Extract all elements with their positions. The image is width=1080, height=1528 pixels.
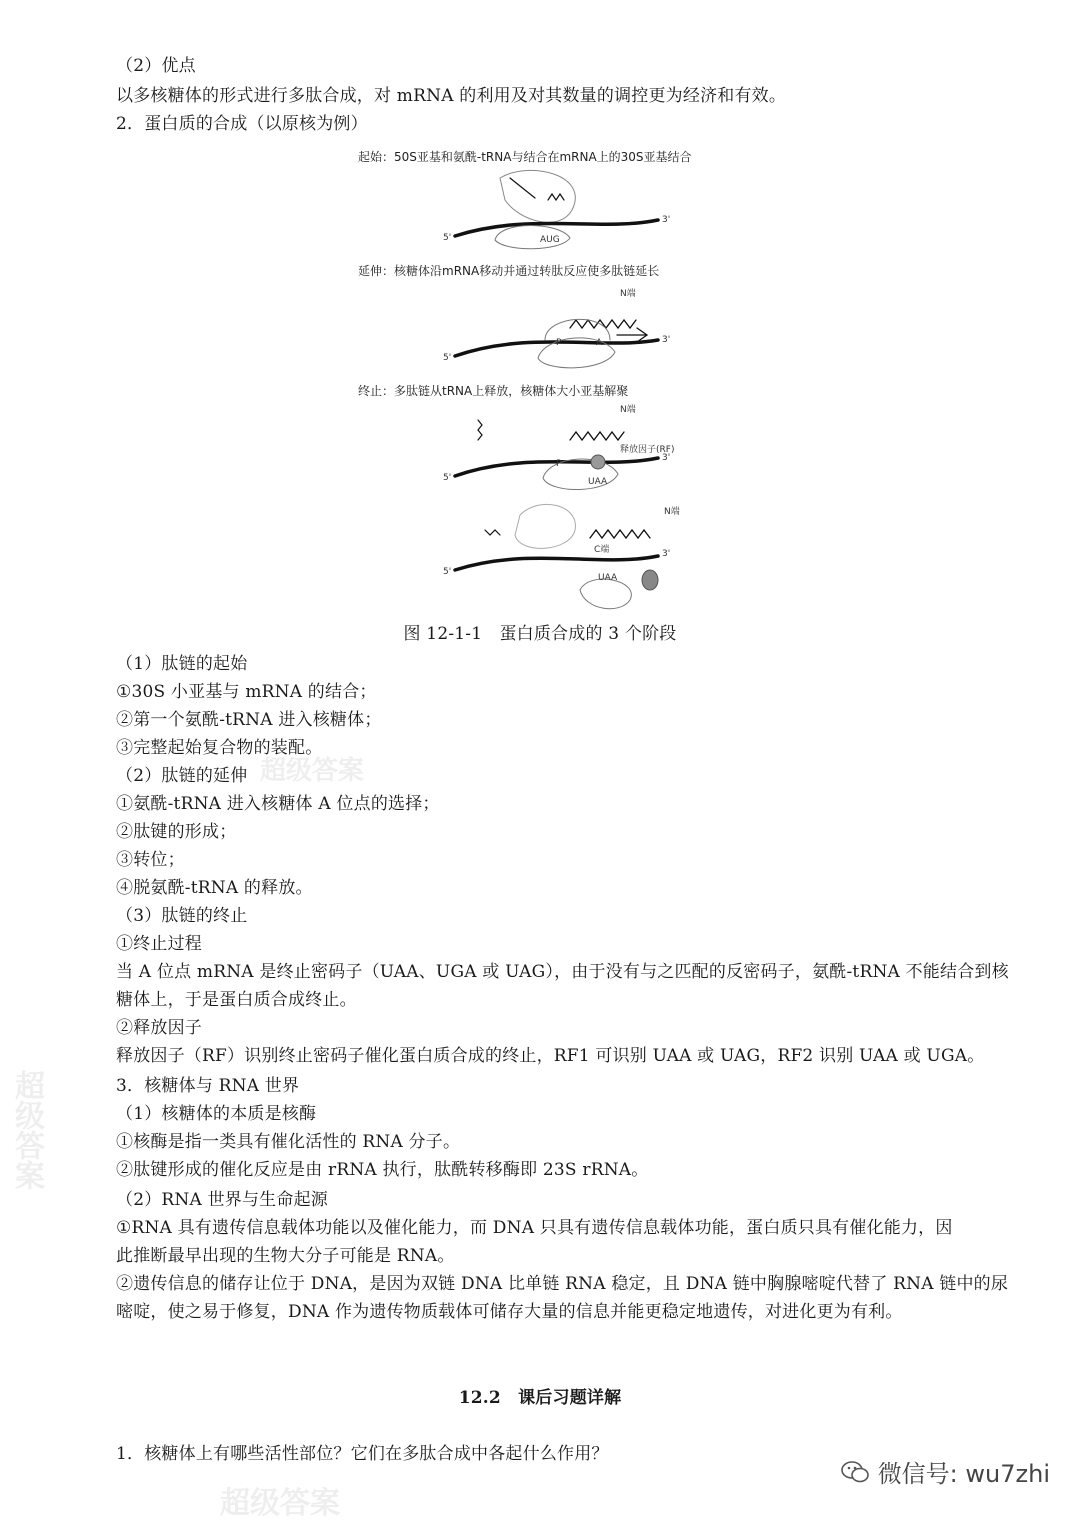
- mrna-strand-release: [455, 556, 658, 570]
- label-3p-3: 3': [662, 453, 671, 463]
- watermark-3: 超级答案: [220, 1486, 340, 1521]
- mrna-strand-initiation: [455, 220, 658, 236]
- label-uaa-1: UAA: [588, 477, 608, 487]
- advantage-heading: （2）优点: [116, 56, 196, 76]
- p3-text-1b: 糖体上，于是蛋白质合成终止。: [116, 990, 357, 1010]
- question-1: 1．核糖体上有哪些活性部位？它们在多肽合成中各起什么作用？: [116, 1444, 609, 1464]
- p2-heading: （2）肽链的延伸: [116, 766, 248, 786]
- s3-heading: 3．核糖体与 RNA 世界: [116, 1076, 300, 1096]
- synthesis-heading: 2．蛋白质的合成（以原核为例）: [116, 114, 368, 134]
- s3-p1-item-1: ①核酶是指一类具有催化活性的 RNA 分子。: [116, 1132, 461, 1152]
- p2-item-4: ④脱氨酰-tRNA 的释放。: [116, 878, 313, 898]
- label-3p-4: 3': [662, 549, 671, 559]
- stage-elongation-label: 延伸：核糖体沿mRNA移动并通过转肽反应使多肽链延长: [358, 264, 660, 278]
- label-3p-1: 3': [662, 215, 671, 225]
- s3-p1-item-2: ②肽键形成的催化反应是由 rRNA 执行，肽酰转移酶即 23S rRNA。: [116, 1160, 649, 1180]
- p2-item-1: ①氨酰-tRNA 进入核糖体 A 位点的选择；: [116, 794, 440, 814]
- label-5p-1: 5': [443, 233, 452, 243]
- p1-item-3: ③完整起始复合物的装配。: [116, 738, 323, 758]
- label-rf: 释放因子(RF): [620, 445, 675, 455]
- s3-p2-item-1b: 此推断最早出现的生物大分子可能是 RNA。: [116, 1246, 455, 1266]
- watermark-1: 超级答案: [260, 756, 365, 786]
- s3-p2-item-1a: ①RNA 具有遗传信息载体功能以及催化能力，而 DNA 只具有遗传信息载体功能，蛋白质只具有催化能力，因: [116, 1218, 953, 1238]
- label-3p-2: 3': [662, 335, 671, 345]
- p3-item-2: ②释放因子: [116, 1018, 202, 1038]
- figure-drawing: [0, 0, 1080, 620]
- p3-item-1: ①终止过程: [116, 934, 202, 954]
- label-a-site: A: [596, 338, 603, 348]
- p2-item-2: ②肽键的形成；: [116, 822, 237, 842]
- section-12-2-title: 12.2 课后习题详解: [458, 1388, 622, 1408]
- p3-text-1a: 当 A 位点 mRNA 是终止密码子（UAA、UGA 或 UAG），由于没有与之匹配的反密码子，氨酰-tRNA 不能结合到核: [116, 962, 1009, 982]
- wechat-icon: [840, 1459, 870, 1485]
- label-aug: AUG: [540, 235, 560, 245]
- wechat-watermark: [840, 1454, 1050, 1489]
- label-5p-4: 5': [443, 567, 452, 577]
- watermark-2: 超级答案: [9, 1070, 44, 1190]
- s3-p2-heading: （2）RNA 世界与生命起源: [116, 1190, 328, 1210]
- polypeptide-termination: [570, 432, 624, 440]
- label-c-end: C端: [594, 545, 610, 555]
- s3-p2-item-2b: 嘧啶，使之易于修复，DNA 作为遗传物质载体可储存大量的信息并能更稳定地遗传，对进化更为有利。: [116, 1302, 903, 1322]
- entry-arrow: [510, 178, 535, 198]
- release-factor-2: [642, 570, 658, 590]
- trna-initiation: [548, 194, 564, 200]
- p3-text-2: 释放因子（RF）识别终止密码子催化蛋白质合成的终止，RF1 可识别 UAA 或 UAG，RF2 识别 UAA 或 UGA。: [116, 1046, 985, 1066]
- stage-initiation-label: 起始：50S亚基和氨酰-tRNA与结合在mRNA上的30S亚基结合: [358, 150, 692, 164]
- released-small-subunit: [580, 579, 631, 609]
- label-n-end-1: N端: [620, 289, 636, 299]
- label-uaa-2: UAA: [598, 573, 618, 583]
- p2-item-3: ③转位；: [116, 850, 185, 870]
- label-p-site-2: P: [556, 459, 562, 469]
- label-p-site-1: P: [556, 338, 562, 348]
- figure-caption: 图 12-1-1 蛋白质合成的 3 个阶段: [403, 624, 677, 644]
- label-5p-3: 5': [443, 473, 452, 483]
- s3-p2-item-2a: ②遗传信息的储存让位于 DNA，是因为双链 DNA 比单链 RNA 稳定，且 DNA 链中胸腺嘧啶代替了 RNA 链中的尿: [116, 1274, 1009, 1294]
- released-polypeptide: [590, 530, 650, 538]
- free-trna-2: [485, 530, 500, 535]
- movement-arrow: [617, 328, 647, 342]
- release-factor-1: [591, 455, 605, 469]
- p1-item-1: ①30S 小亚基与 mRNA 的结合；: [116, 682, 377, 702]
- polypeptide-elongation: [570, 320, 636, 328]
- p1-heading: （1）肽链的起始: [116, 654, 248, 674]
- released-large-subunit: [515, 504, 575, 548]
- label-5p-2: 5': [443, 353, 452, 363]
- p1-item-2: ②第一个氨酰-tRNA 进入核糖体；: [116, 710, 382, 730]
- s3-p1-heading: （1）核糖体的本质是核酶: [116, 1104, 317, 1124]
- stage-termination-label: 终止：多肽链从tRNA上释放，核糖体大小亚基解聚: [358, 384, 629, 398]
- label-n-end-2: N端: [620, 405, 636, 415]
- large-subunit-outline: [500, 170, 575, 222]
- label-n-end-3: N端: [664, 507, 680, 517]
- p3-heading: （3）肽链的终止: [116, 906, 248, 926]
- advantage-text: 以多核糖体的形式进行多肽合成，对 mRNA 的利用及对其数量的调控更为经济和有效。: [116, 86, 787, 106]
- wechat-id-text: 微信号: wu7zhi: [877, 1460, 1050, 1488]
- free-trna-1: [478, 420, 482, 440]
